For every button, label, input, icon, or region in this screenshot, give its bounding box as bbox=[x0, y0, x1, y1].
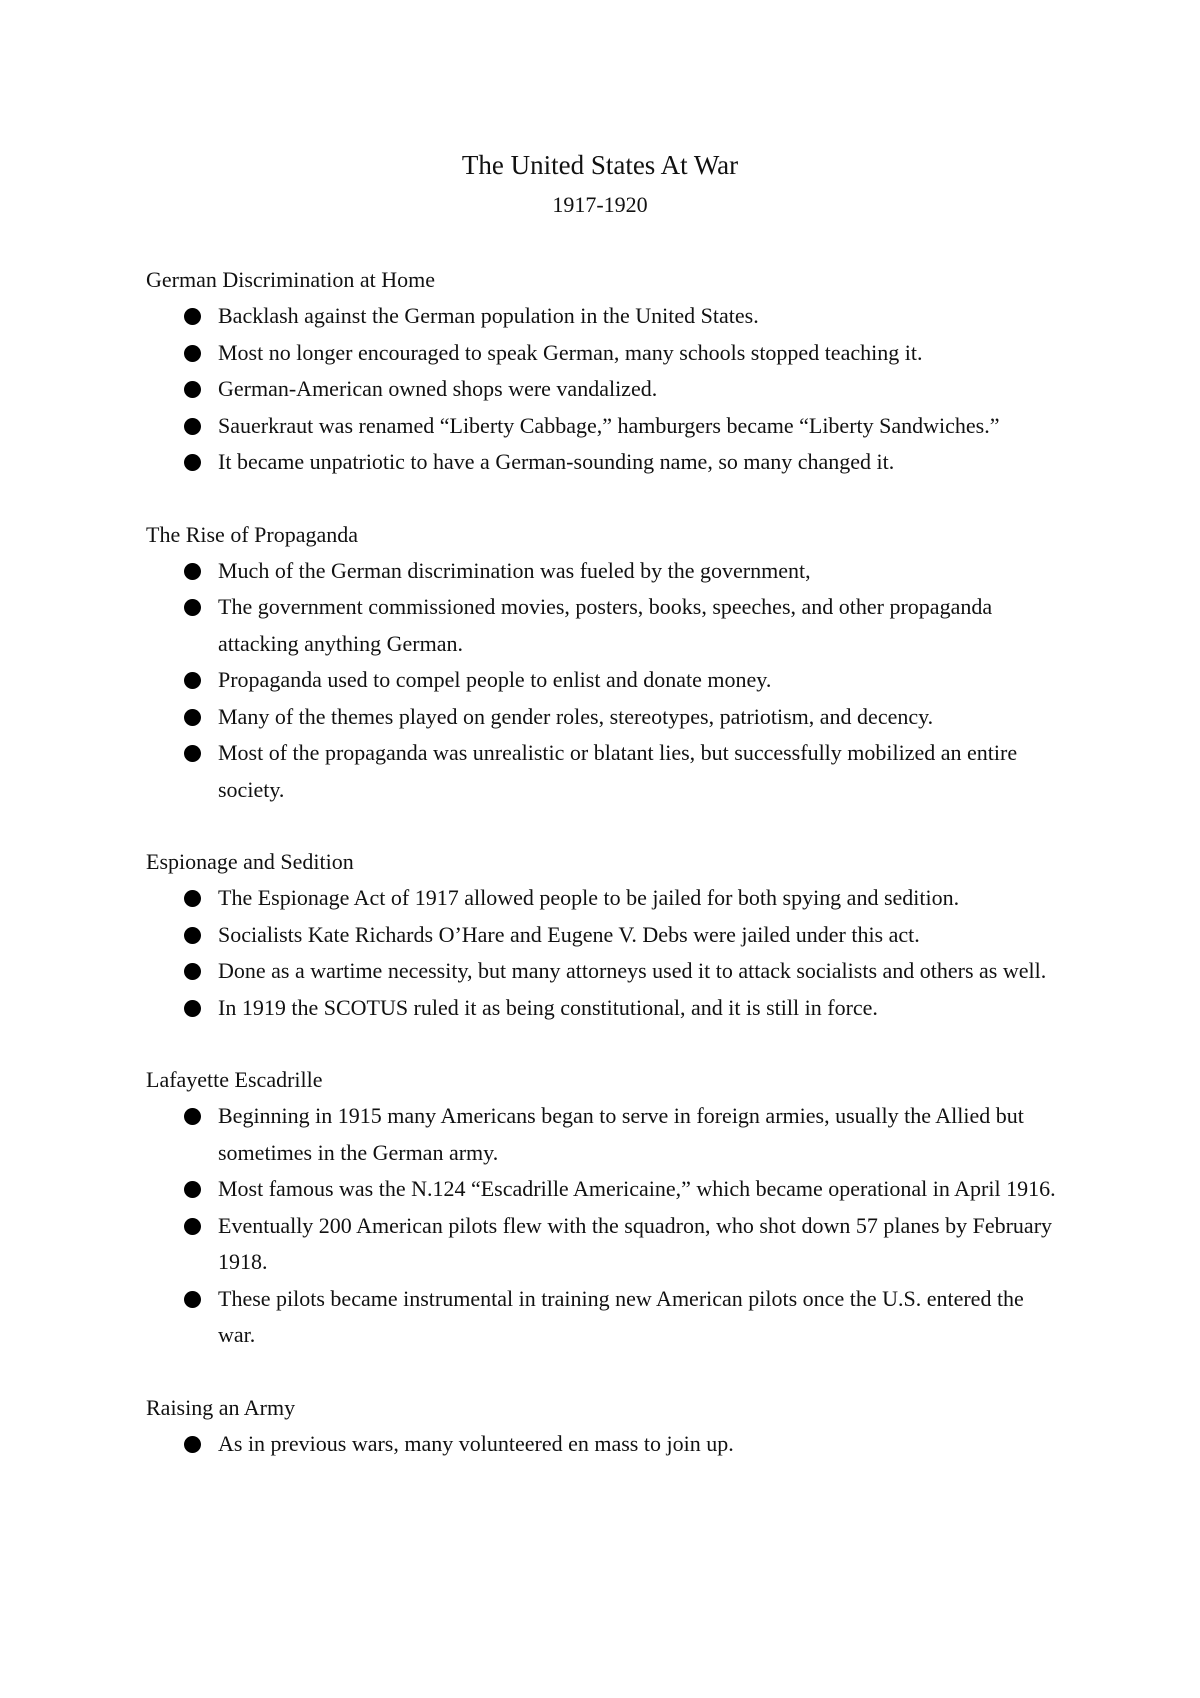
bullet-list bbox=[146, 553, 1066, 809]
bullet-item bbox=[146, 371, 1066, 408]
bullet-text: The government commissioned movies, posters, books, speeches, and other propaganda attacking anything German. bbox=[218, 594, 993, 656]
bullet-dot-icon bbox=[184, 927, 201, 944]
bullet-dot-icon bbox=[184, 1181, 201, 1198]
bullet-item bbox=[146, 1171, 1066, 1208]
bullet-item bbox=[146, 1098, 1066, 1171]
bullet-item bbox=[146, 917, 1066, 954]
bullet-text: Eventually 200 American pilots flew with the squadron, who shot down 57 planes by February 1918. bbox=[218, 1212, 1053, 1274]
section-heading: Raising an Army bbox=[146, 1394, 296, 1420]
bullet-item bbox=[146, 553, 1066, 590]
bullet-item bbox=[146, 335, 1066, 372]
bullet-list bbox=[146, 1098, 1066, 1354]
bullet-dot-icon bbox=[184, 1000, 201, 1017]
section bbox=[146, 1390, 1066, 1463]
bullet-dot-icon bbox=[184, 381, 201, 398]
section-heading: German Discrimination at Home bbox=[146, 267, 435, 292]
section bbox=[146, 517, 1066, 809]
document-title: The United States At War bbox=[461, 150, 739, 180]
bullet-item bbox=[146, 953, 1066, 990]
bullet-dot-icon bbox=[184, 745, 201, 762]
section bbox=[146, 262, 1066, 481]
bullet-item bbox=[146, 662, 1066, 699]
bullet-dot-icon bbox=[184, 672, 201, 689]
section-heading: Espionage and Sedition bbox=[146, 849, 354, 874]
bullet-item bbox=[146, 735, 1066, 808]
bullet-dot-icon bbox=[184, 1436, 201, 1453]
bullet-text: Socialists Kate Richards O’Hare and Eugene V. Debs were jailed under this act. bbox=[218, 921, 920, 947]
bullet-item bbox=[146, 298, 1066, 335]
bullet-dot-icon bbox=[184, 709, 201, 726]
section bbox=[146, 1062, 1066, 1354]
bullet-text: Propaganda used to compel people to enlist and donate money. bbox=[218, 667, 772, 692]
bullet-dot-icon bbox=[184, 890, 201, 907]
bullet-text: In 1919 the SCOTUS ruled it as being constitutional, and it is still in force. bbox=[218, 994, 878, 1020]
bullet-dot-icon bbox=[184, 963, 201, 980]
bullet-item bbox=[146, 408, 1066, 445]
bullet-text: Done as a wartime necessity, but many attorneys used it to attack socialists and others as well. bbox=[218, 958, 1047, 983]
bullet-text: Beginning in 1915 many Americans began to serve in foreign armies, usually the Allied but sometimes in the German army. bbox=[218, 1103, 1024, 1165]
bullet-text: Much of the German discrimination was fueled by the government, bbox=[218, 557, 811, 583]
bullet-text: Sauerkraut was renamed “Liberty Cabbage,” hamburgers became “Liberty Sandwiches.” bbox=[218, 412, 1000, 438]
bullet-dot-icon bbox=[184, 563, 201, 580]
bullet-list bbox=[146, 880, 1066, 1026]
bullet-text: It became unpatriotic to have a German-sounding name, so many changed it. bbox=[218, 449, 895, 474]
bullet-item bbox=[146, 990, 1066, 1027]
bullet-item bbox=[146, 1208, 1066, 1281]
section-heading: Lafayette Escadrille bbox=[146, 1067, 323, 1092]
bullet-text: These pilots became instrumental in training new American pilots once the U.S. entered the war. bbox=[218, 1285, 1024, 1347]
document-subtitle: 1917-1920 bbox=[552, 192, 648, 217]
bullet-item bbox=[146, 589, 1066, 662]
bullet-dot-icon bbox=[184, 308, 201, 325]
bullet-list bbox=[146, 298, 1066, 481]
bullet-dot-icon bbox=[184, 1218, 201, 1235]
bullet-item bbox=[146, 1426, 1066, 1463]
document-body bbox=[146, 262, 1066, 1498]
bullet-text: German-American owned shops were vandalized. bbox=[218, 376, 658, 401]
bullet-text: Backlash against the German population in the United States. bbox=[218, 303, 759, 328]
bullet-dot-icon bbox=[184, 1108, 201, 1125]
bullet-text: As in previous wars, many volunteered en mass to join up. bbox=[218, 1430, 734, 1456]
bullet-text: Most no longer encouraged to speak German, many schools stopped teaching it. bbox=[218, 339, 923, 365]
bullet-dot-icon bbox=[184, 454, 201, 471]
bullet-text: Most famous was the N.124 “Escadrille Americaine,” which became operational in April 1916. bbox=[218, 1176, 1056, 1201]
bullet-text: Many of the themes played on gender roles, stereotypes, patriotism, and decency. bbox=[218, 703, 934, 729]
bullet-item bbox=[146, 444, 1066, 481]
bullet-dot-icon bbox=[184, 599, 201, 616]
section-heading: The Rise of Propaganda bbox=[146, 521, 358, 547]
bullet-item bbox=[146, 880, 1066, 917]
bullet-item bbox=[146, 699, 1066, 736]
bullet-list bbox=[146, 1426, 1066, 1463]
bullet-dot-icon bbox=[184, 418, 201, 435]
bullet-text: Most of the propaganda was unrealistic or blatant lies, but successfully mobilized an entire society. bbox=[218, 740, 1018, 802]
section bbox=[146, 844, 1066, 1026]
bullet-dot-icon bbox=[184, 345, 201, 362]
bullet-text: The Espionage Act of 1917 allowed people to be jailed for both spying and sedition. bbox=[218, 885, 960, 910]
bullet-item bbox=[146, 1281, 1066, 1354]
bullet-dot-icon bbox=[184, 1291, 201, 1308]
